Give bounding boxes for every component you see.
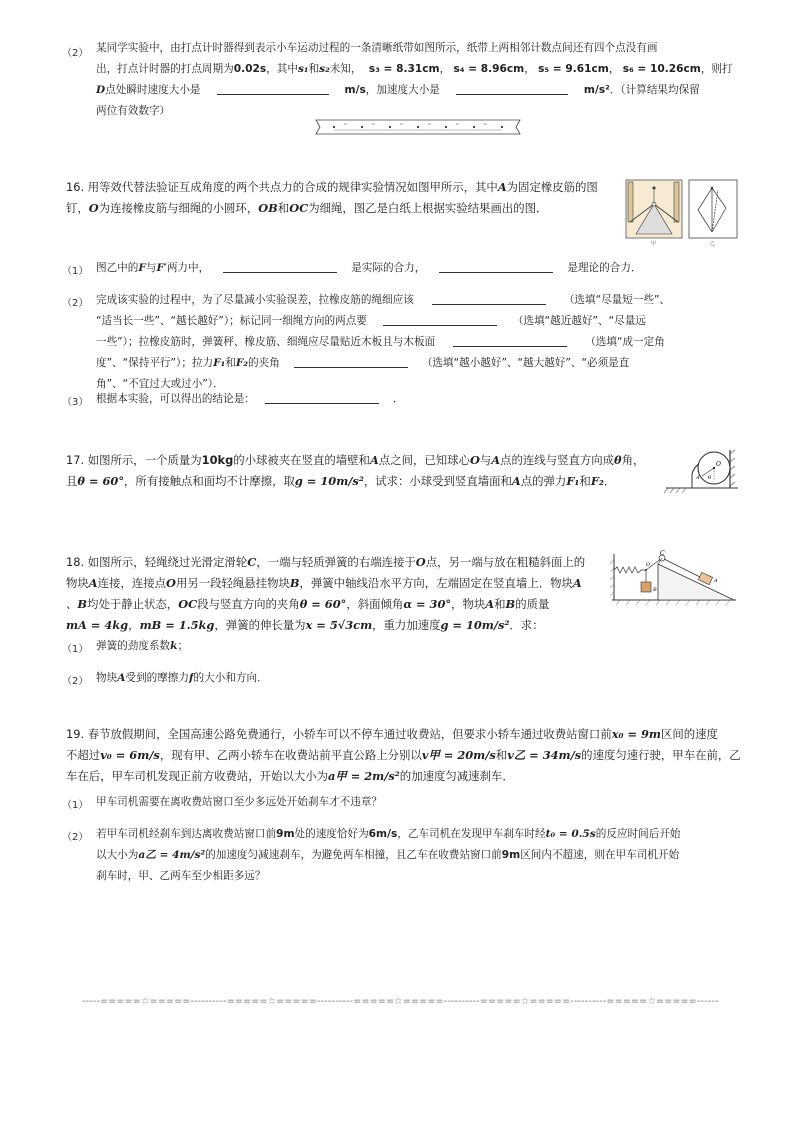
pulley-incline-figure [610,550,740,606]
q17-stem: 17. 如图所示，一个质量为10kg的小球被夹在竖直的墙壁和A点之间，已知球心O与A点的连线与竖直方向成θ角， 且θ = 60°，所有接触点和面均不计摩擦，取g = 10m/s²，试求：小球受到竖直墙面和A点的弹力F₁和F₂． [66,453,645,488]
q15-line3: D点处瞬时速度大小是 m/s，加速度大小是 m/s²．（计算结果均保留 [96,84,700,96]
q18-sub1-text: 弹簧的劲度系数k； [96,640,189,652]
svg-text:s₁: s₁ [344,122,347,126]
q16-sub3-number: （3） [62,397,89,408]
ball-wall-figure [664,446,740,496]
svg-text:s₃: s₃ [400,122,403,126]
q19-sub2-number: （2） [62,832,89,843]
answer-blank[interactable] [223,260,337,273]
svg-text:B: B [653,587,657,593]
q18-sub1-number: （1） [62,644,89,655]
experiment-figure-yi [688,178,740,246]
svg-text:O: O [716,461,721,468]
answer-blank[interactable] [439,260,553,273]
q16-sub1-text: 图乙中的F与F′两力中， 是实际的合力， 是理论的合力． [96,262,642,274]
q18-stem: 18. 如图所示，轻绳绕过光滑定滑轮C，一端与轻质弹簧的右端连接于O点，另一端与放在粗糙斜面上的 物块A连接，连接点O用另一段轻绳悬挂物块B，弹簧中轴线沿水平方向，左端固定在竖直墙上．物块A 、B均处于静止状态，OC段与竖直方向的夹角θ = 60°，斜面倾角α = 30°，物块A和B的质量 mA = 4kg，mB = 1.5kg，弹簧的伸长量为x = 5√3cm，重力加速度g = 10m/s²．求： [66,555,586,632]
q18-sub2-number: （2） [62,676,89,687]
answer-blank[interactable] [265,391,379,404]
svg-text:s₆: s₆ [484,122,487,126]
q15-line1: 某同学实验中，由打点计时器得到表示小车运动过程的一条清晰纸带如图所示，纸带上两相邻计数点间还有四个点没有画 [96,42,658,54]
answer-blank[interactable] [294,355,408,368]
q19-sub1-text: 甲车司机需要在离收费站窗口至少多远处开始刹车才不违章？ [96,796,383,808]
q16-sub3-text: 根据本实验，可以得出的结论是： ． [96,393,404,405]
experiment-figure-jia [624,178,686,246]
q15-sub2-text [96,38,736,122]
q16-sub2-text: 完成该实验的过程中，为了尽量减小实验误差，拉橡皮筋的绳细应该 （选填“尽量短一些”、 “适当长一些”、“越长越好”）；标记同一细绳方向的两点要 （选填“越近越好”、“尽量远 一些”）；拉橡皮筋时，弹簧秤、橡皮筋、细绳应尽量贴近木板且与木板面 （选填“成一定角 度”、“保持平行”）；拉力F₁和F₂的夹角 （选填“越小越好”、“越大越好”、“必须是直 角”、“不宜过大或过小”）． [96,294,671,390]
q19-sub2-text: 若甲车司机经刹车到达离收费站窗口前9m处的速度恰好为6m/s，乙车司机在发现甲车刹车时经t₀ = 0.5s的反应时间后开始 以大小为a乙 = 4m/s²的加速度匀减速刹车，为避免两车相撞，且乙车在收费站窗口前9m区间内不超速，则在甲车司机开始 刹车时，甲、乙两车至少相距多远？ [96,828,681,882]
svg-text:s₂: s₂ [372,122,375,126]
q19-sub1-number: （1） [62,800,89,811]
svg-text:乙: 乙 [710,241,716,246]
q18-sub2-text: 物块A受到的摩擦力f的大小和方向． [96,672,268,684]
svg-text:A: A [714,578,718,584]
answer-blank[interactable] [432,292,546,305]
q16-sub2-number: （2） [62,298,89,309]
svg-text:甲: 甲 [651,241,657,246]
q15-sub2-number: （2） [62,48,89,59]
q16-stem: 16. 用等效代替法验证互成角度的两个共点力的合成的规律实验情况如图甲所示，其中A为固定橡皮筋的图 钉，O为连接橡皮筋与细绳的小圆环，OB和OC为细绳，图乙是白纸上根据实验结果画出的图． [66,180,598,215]
q16-sub1-number: （1） [62,266,89,277]
svg-text:C: C [660,550,665,557]
svg-text:s₅: s₅ [456,122,459,126]
footer-divider: -----=====☆=====----------=====☆=====----------=====☆=====----------=====☆=====----------=====☆=====------ [82,996,719,1007]
svg-text:θ: θ [708,475,712,481]
svg-text:O: O [646,562,651,568]
svg-text:s₄: s₄ [428,122,431,126]
answer-blank[interactable] [383,313,497,326]
paper-tape-figure [312,116,524,138]
answer-blank[interactable] [453,334,567,347]
answer-blank[interactable] [456,82,568,95]
q19-stem: 19. 春节放假期间，全国高速公路免费通行，小轿车可以不停车通过收费站，但要求小轿车通过收费站窗口前x₀ = 9m区间的速度 不超过v₀ = 6m/s，现有甲、乙两小轿车在收费站前平直公路上分别以v甲 = 20m/s和v乙 = 34m/s的速度匀速行驶，甲车在前，乙 车在后，甲车司机发现正前方收费站，开始以大小为a甲 = 2m/s²的加速度匀减速刹车． [66,727,741,783]
q15-line4: 两位有效数字） [96,105,171,117]
answer-blank[interactable] [217,82,329,95]
q15-line2: 出，打点计时器的打点周期为0.02s，其中s₁和s₂未知， s₃ = 8.31cm， s₄ = 8.96cm， s₅ = 9.61cm， s₆ = 10.26cm，则打 [96,63,733,75]
svg-text:A: A [696,475,700,481]
